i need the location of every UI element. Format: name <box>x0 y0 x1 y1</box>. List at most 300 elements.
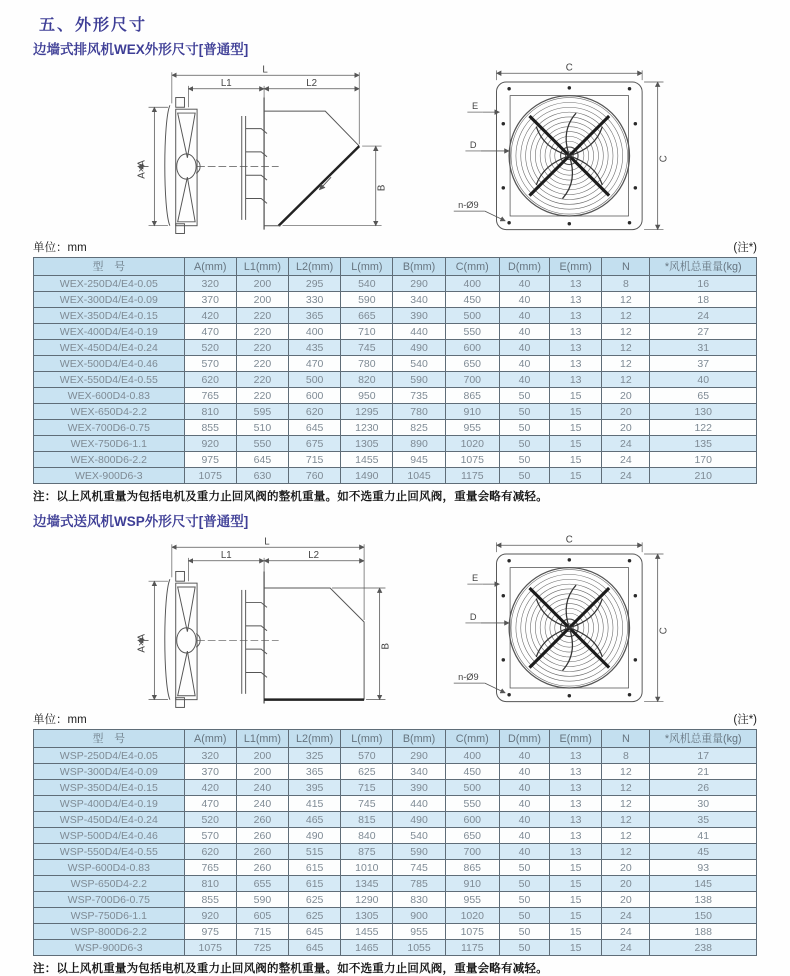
value-cell: 595 <box>236 404 288 420</box>
value-cell: 735 <box>393 388 445 404</box>
value-cell: 920 <box>184 436 236 452</box>
value-cell: 540 <box>341 276 393 292</box>
value-cell: 50 <box>499 924 549 940</box>
value-cell: 40 <box>499 308 549 324</box>
wex-table-note: 注：以上风机重量为包括电机及重力止回风阀的整机重量。如不选重力止回风阀，重量会略有减轻。 <box>33 491 548 503</box>
table-row <box>34 908 757 924</box>
value-cell: 13 <box>550 764 602 780</box>
value-cell: 40 <box>499 812 549 828</box>
value-cell: 615 <box>289 876 341 892</box>
value-cell: 780 <box>393 404 445 420</box>
column-header: L1(mm) <box>236 730 288 748</box>
value-cell: 20 <box>602 876 650 892</box>
value-cell: 12 <box>602 780 650 796</box>
value-cell: 13 <box>550 292 602 308</box>
value-cell: 50 <box>499 420 549 436</box>
value-cell: 31 <box>650 340 757 356</box>
value-cell: 400 <box>289 324 341 340</box>
value-cell: 50 <box>499 876 549 892</box>
model-cell: WEX-800D6-2.2 <box>34 452 185 468</box>
value-cell: 50 <box>499 940 549 956</box>
value-cell: 200 <box>236 276 288 292</box>
column-header: B(mm) <box>393 730 445 748</box>
value-cell: 1010 <box>341 860 393 876</box>
table-row <box>34 436 757 452</box>
value-cell: 420 <box>184 780 236 796</box>
table-row <box>34 420 757 436</box>
value-cell: 370 <box>184 292 236 308</box>
dimension-label-l1: L1 <box>220 77 232 89</box>
value-cell: 220 <box>236 356 288 372</box>
model-cell: WSP-300D4/E4-0.09 <box>34 764 185 780</box>
value-cell: 15 <box>550 436 602 452</box>
value-cell: 15 <box>550 860 602 876</box>
value-cell: 20 <box>602 860 650 876</box>
value-cell: 440 <box>393 796 445 812</box>
table-row <box>34 372 757 388</box>
table-row <box>34 748 757 764</box>
value-cell: 330 <box>289 292 341 308</box>
table-row <box>34 324 757 340</box>
value-cell: 510 <box>236 420 288 436</box>
model-cell: WEX-900D6-3 <box>34 468 185 484</box>
value-cell: 24 <box>602 436 650 452</box>
value-cell: 30 <box>650 796 757 812</box>
model-cell: WEX-550D4/E4-0.55 <box>34 372 185 388</box>
value-cell: 1455 <box>341 452 393 468</box>
value-cell: 40 <box>499 324 549 340</box>
column-header: L(mm) <box>341 730 393 748</box>
value-cell: 260 <box>236 860 288 876</box>
value-cell: 400 <box>445 276 499 292</box>
value-cell: 645 <box>289 940 341 956</box>
value-cell: 745 <box>341 340 393 356</box>
value-cell: 295 <box>289 276 341 292</box>
value-cell: 725 <box>236 940 288 956</box>
value-cell: 12 <box>602 844 650 860</box>
column-header: 型 号 <box>34 258 185 276</box>
value-cell: 50 <box>499 452 549 468</box>
dimension-label-l2: L2 <box>308 549 319 561</box>
table-row <box>34 892 757 908</box>
value-cell: 810 <box>184 876 236 892</box>
column-header: B(mm) <box>393 258 445 276</box>
value-cell: 1055 <box>393 940 445 956</box>
model-cell: WSP-750D6-1.1 <box>34 908 185 924</box>
model-cell: WSP-350D4/E4-0.15 <box>34 780 185 796</box>
model-cell: WEX-350D4/E4-0.15 <box>34 308 185 324</box>
value-cell: 500 <box>289 372 341 388</box>
value-cell: 540 <box>393 828 445 844</box>
wsp-diagrams <box>133 532 757 710</box>
value-cell: 130 <box>650 404 757 420</box>
value-cell: 465 <box>289 812 341 828</box>
dimension-label-axa: A×A <box>136 160 148 179</box>
value-cell: 620 <box>184 372 236 388</box>
value-cell: 40 <box>499 764 549 780</box>
value-cell: 900 <box>393 908 445 924</box>
value-cell: 188 <box>650 924 757 940</box>
value-cell: 220 <box>236 372 288 388</box>
value-cell: 1075 <box>184 468 236 484</box>
value-cell: 1230 <box>341 420 393 436</box>
model-cell: WSP-550D4/E4-0.55 <box>34 844 185 860</box>
value-cell: 15 <box>550 908 602 924</box>
value-cell: 40 <box>499 276 549 292</box>
model-cell: WSP-700D6-0.75 <box>34 892 185 908</box>
value-cell: 955 <box>393 924 445 940</box>
value-cell: 500 <box>445 780 499 796</box>
dimension-label-e: E <box>472 573 479 584</box>
value-cell: 40 <box>499 356 549 372</box>
table-header-row <box>34 258 757 276</box>
value-cell: 12 <box>602 372 650 388</box>
value-cell: 470 <box>289 356 341 372</box>
value-cell: 390 <box>393 780 445 796</box>
column-header: N <box>602 258 650 276</box>
model-cell: WEX-750D6-1.1 <box>34 436 185 452</box>
unit-label: 单位：mm <box>33 714 87 726</box>
column-header: A(mm) <box>184 258 236 276</box>
value-cell: 520 <box>184 340 236 356</box>
value-cell: 220 <box>236 340 288 356</box>
page-title: 五、外形尺寸 <box>39 17 148 34</box>
value-cell: 290 <box>393 748 445 764</box>
value-cell: 745 <box>393 860 445 876</box>
table-header-row <box>34 730 757 748</box>
value-cell: 12 <box>602 324 650 340</box>
value-cell: 765 <box>184 860 236 876</box>
value-cell: 815 <box>341 812 393 828</box>
value-cell: 200 <box>236 764 288 780</box>
column-header: L2(mm) <box>289 258 341 276</box>
value-cell: 170 <box>650 452 757 468</box>
table-row <box>34 468 757 484</box>
dimension-label-holes: n-Ø9 <box>458 200 479 211</box>
value-cell: 40 <box>650 372 757 388</box>
value-cell: 625 <box>341 764 393 780</box>
value-cell: 865 <box>445 860 499 876</box>
value-cell: 420 <box>184 308 236 324</box>
model-cell: WSP-800D6-2.2 <box>34 924 185 940</box>
wex-unit-row <box>33 239 757 255</box>
value-cell: 12 <box>602 764 650 780</box>
value-cell: 840 <box>341 828 393 844</box>
value-cell: 325 <box>289 748 341 764</box>
value-cell: 40 <box>499 844 549 860</box>
table-row <box>34 844 757 860</box>
value-cell: 135 <box>650 436 757 452</box>
table-row <box>34 812 757 828</box>
column-header: E(mm) <box>550 258 602 276</box>
value-cell: 260 <box>236 828 288 844</box>
value-cell: 138 <box>650 892 757 908</box>
value-cell: 1490 <box>341 468 393 484</box>
dimension-label-c-right: C <box>658 155 670 163</box>
model-cell: WEX-500D4/E4-0.46 <box>34 356 185 372</box>
value-cell: 12 <box>602 356 650 372</box>
wex-side-view-diagram <box>133 60 424 238</box>
value-cell: 910 <box>445 876 499 892</box>
impeller-blade-top <box>178 113 195 158</box>
value-cell: 1020 <box>445 908 499 924</box>
value-cell: 515 <box>289 844 341 860</box>
value-cell: 13 <box>550 748 602 764</box>
table-row <box>34 940 757 956</box>
value-cell: 1345 <box>341 876 393 892</box>
value-cell: 550 <box>236 436 288 452</box>
value-cell: 450 <box>445 764 499 780</box>
table-row <box>34 764 757 780</box>
table-row <box>34 796 757 812</box>
value-cell: 15 <box>550 940 602 956</box>
value-cell: 780 <box>341 356 393 372</box>
value-cell: 40 <box>499 372 549 388</box>
wex-front-view-diagram <box>446 60 757 238</box>
value-cell: 550 <box>445 324 499 340</box>
value-cell: 24 <box>602 452 650 468</box>
value-cell: 710 <box>341 324 393 340</box>
value-cell: 1175 <box>445 940 499 956</box>
value-cell: 18 <box>650 292 757 308</box>
fan-blades <box>537 585 603 670</box>
value-cell: 415 <box>289 796 341 812</box>
note-ref: (注*) <box>733 714 757 726</box>
value-cell: 15 <box>550 404 602 420</box>
value-cell: 675 <box>289 436 341 452</box>
value-cell: 260 <box>236 844 288 860</box>
value-cell: 13 <box>550 276 602 292</box>
value-cell: 65 <box>650 388 757 404</box>
model-cell: WEX-450D4/E4-0.24 <box>34 340 185 356</box>
dimension-label-b: B <box>376 184 388 192</box>
value-cell: 200 <box>236 292 288 308</box>
value-cell: 50 <box>499 468 549 484</box>
value-cell: 855 <box>184 420 236 436</box>
model-cell: WSP-450D4/E4-0.24 <box>34 812 185 828</box>
value-cell: 13 <box>550 780 602 796</box>
value-cell: 210 <box>650 468 757 484</box>
value-cell: 50 <box>499 908 549 924</box>
value-cell: 1020 <box>445 436 499 452</box>
value-cell: 910 <box>445 404 499 420</box>
value-cell: 865 <box>445 388 499 404</box>
value-cell: 1175 <box>445 468 499 484</box>
value-cell: 370 <box>184 764 236 780</box>
value-cell: 50 <box>499 388 549 404</box>
value-cell: 20 <box>602 388 650 404</box>
value-cell: 13 <box>550 828 602 844</box>
value-cell: 320 <box>184 276 236 292</box>
wsp-front-view-diagram <box>446 532 757 710</box>
value-cell: 340 <box>393 292 445 308</box>
value-cell: 600 <box>289 388 341 404</box>
model-cell: WEX-600D4-0.83 <box>34 388 185 404</box>
value-cell: 540 <box>393 356 445 372</box>
value-cell: 20 <box>602 404 650 420</box>
value-cell: 605 <box>236 908 288 924</box>
value-cell: 1465 <box>341 940 393 956</box>
value-cell: 715 <box>289 452 341 468</box>
column-header: 型 号 <box>34 730 185 748</box>
value-cell: 715 <box>341 780 393 796</box>
model-cell: WEX-250D4/E4-0.05 <box>34 276 185 292</box>
value-cell: 20 <box>602 420 650 436</box>
value-cell: 590 <box>393 372 445 388</box>
value-cell: 1305 <box>341 908 393 924</box>
value-cell: 15 <box>550 452 602 468</box>
model-cell: WSP-400D4/E4-0.19 <box>34 796 185 812</box>
value-cell: 365 <box>289 764 341 780</box>
value-cell: 240 <box>236 780 288 796</box>
dimension-label-l1: L1 <box>220 549 232 561</box>
value-cell: 290 <box>393 276 445 292</box>
value-cell: 13 <box>550 340 602 356</box>
value-cell: 855 <box>184 892 236 908</box>
value-cell: 50 <box>499 860 549 876</box>
value-cell: 8 <box>602 748 650 764</box>
wsp-table-note: 注：以上风机重量为包括电机及重力止回风阀的整机重量。如不选重力止回风阀，重量会略有减轻。 <box>33 963 548 975</box>
value-cell: 760 <box>289 468 341 484</box>
model-cell: WSP-500D4/E4-0.46 <box>34 828 185 844</box>
column-header: E(mm) <box>550 730 602 748</box>
value-cell: 490 <box>393 812 445 828</box>
value-cell: 955 <box>445 420 499 436</box>
value-cell: 45 <box>650 844 757 860</box>
wex-diagrams <box>133 60 757 238</box>
value-cell: 765 <box>184 388 236 404</box>
value-cell: 50 <box>499 404 549 420</box>
value-cell: 145 <box>650 876 757 892</box>
value-cell: 975 <box>184 452 236 468</box>
dimension-label-c-top: C <box>566 62 574 74</box>
value-cell: 825 <box>393 420 445 436</box>
value-cell: 15 <box>550 468 602 484</box>
value-cell: 490 <box>393 340 445 356</box>
table-row <box>34 276 757 292</box>
value-cell: 1075 <box>184 940 236 956</box>
value-cell: 8 <box>602 276 650 292</box>
dimension-label-b: B <box>380 643 392 650</box>
value-cell: 550 <box>445 796 499 812</box>
value-cell: 13 <box>550 324 602 340</box>
value-cell: 17 <box>650 748 757 764</box>
value-cell: 13 <box>550 372 602 388</box>
value-cell: 12 <box>602 308 650 324</box>
value-cell: 520 <box>184 812 236 828</box>
value-cell: 12 <box>602 292 650 308</box>
value-cell: 220 <box>236 308 288 324</box>
wsp-side-view-diagram <box>133 532 424 710</box>
value-cell: 122 <box>650 420 757 436</box>
value-cell: 665 <box>341 308 393 324</box>
value-cell: 830 <box>393 892 445 908</box>
note-ref: (注*) <box>733 242 757 254</box>
value-cell: 400 <box>445 748 499 764</box>
value-cell: 15 <box>550 420 602 436</box>
value-cell: 12 <box>602 796 650 812</box>
model-cell: WEX-400D4/E4-0.19 <box>34 324 185 340</box>
value-cell: 955 <box>445 892 499 908</box>
dimension-label-d: D <box>470 140 477 151</box>
value-cell: 340 <box>393 764 445 780</box>
value-cell: 600 <box>445 812 499 828</box>
value-cell: 650 <box>445 356 499 372</box>
value-cell: 700 <box>445 844 499 860</box>
model-cell: WEX-650D4-2.2 <box>34 404 185 420</box>
dimension-label-axa: A×A <box>136 634 148 653</box>
column-header: *风机总重量(kg) <box>650 730 757 748</box>
value-cell: 26 <box>650 780 757 796</box>
value-cell: 24 <box>602 468 650 484</box>
value-cell: 590 <box>393 844 445 860</box>
column-header: L1(mm) <box>236 258 288 276</box>
value-cell: 12 <box>602 340 650 356</box>
value-cell: 40 <box>499 748 549 764</box>
value-cell: 615 <box>289 860 341 876</box>
value-cell: 200 <box>236 748 288 764</box>
value-cell: 40 <box>499 828 549 844</box>
value-cell: 220 <box>236 388 288 404</box>
table-row <box>34 924 757 940</box>
value-cell: 745 <box>341 796 393 812</box>
value-cell: 1075 <box>445 452 499 468</box>
value-cell: 24 <box>602 924 650 940</box>
value-cell: 1075 <box>445 924 499 940</box>
value-cell: 16 <box>650 276 757 292</box>
value-cell: 645 <box>236 452 288 468</box>
value-cell: 1290 <box>341 892 393 908</box>
dimension-label-l: L <box>262 64 268 76</box>
value-cell: 13 <box>550 844 602 860</box>
value-cell: 150 <box>650 908 757 924</box>
table-row <box>34 876 757 892</box>
column-header: N <box>602 730 650 748</box>
value-cell: 570 <box>184 828 236 844</box>
value-cell: 920 <box>184 908 236 924</box>
table-row <box>34 828 757 844</box>
value-cell: 590 <box>236 892 288 908</box>
gravity-flap <box>279 146 360 226</box>
value-cell: 15 <box>550 388 602 404</box>
column-header: L2(mm) <box>289 730 341 748</box>
value-cell: 440 <box>393 324 445 340</box>
value-cell: 24 <box>602 908 650 924</box>
value-cell: 35 <box>650 812 757 828</box>
value-cell: 15 <box>550 892 602 908</box>
model-cell: WSP-600D4-0.83 <box>34 860 185 876</box>
value-cell: 450 <box>445 292 499 308</box>
fan-blades <box>537 113 603 198</box>
value-cell: 950 <box>341 388 393 404</box>
value-cell: 12 <box>602 812 650 828</box>
section-subtitle-wsp: 边墙式送风机WSP外形尺寸[普通型] <box>33 514 249 529</box>
value-cell: 27 <box>650 324 757 340</box>
value-cell: 40 <box>499 340 549 356</box>
value-cell: 240 <box>236 796 288 812</box>
wsp-spec-table <box>33 729 757 956</box>
dimension-label-l2: L2 <box>306 77 318 89</box>
dimension-label-holes: n-Ø9 <box>458 672 479 683</box>
value-cell: 40 <box>499 292 549 308</box>
value-cell: 975 <box>184 924 236 940</box>
value-cell: 875 <box>341 844 393 860</box>
value-cell: 435 <box>289 340 341 356</box>
value-cell: 13 <box>550 356 602 372</box>
column-header: *风机总重量(kg) <box>650 258 757 276</box>
value-cell: 395 <box>289 780 341 796</box>
value-cell: 40 <box>499 780 549 796</box>
